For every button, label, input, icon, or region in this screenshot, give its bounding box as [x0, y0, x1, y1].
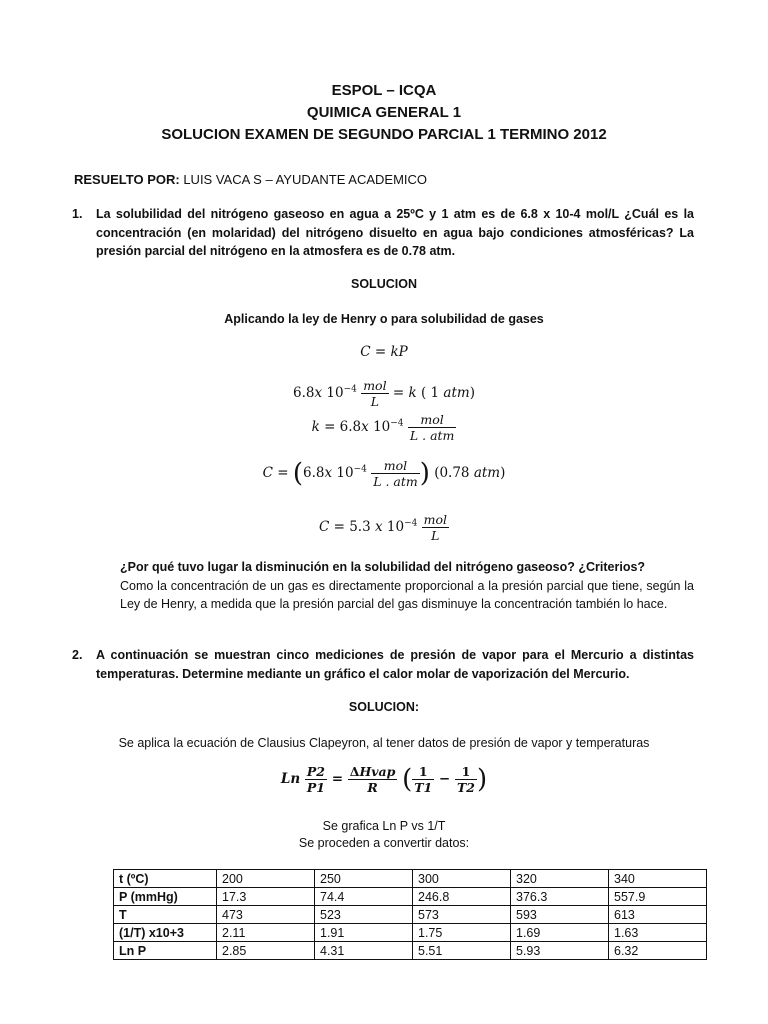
table-cell: 4.31 — [315, 942, 413, 960]
table-cell: 6.32 — [609, 942, 707, 960]
equation-henry — [0, 344, 768, 360]
table-cell: 376.3 — [511, 888, 609, 906]
table-cell: 1.63 — [609, 924, 707, 942]
question-1-text: La solubilidad del nitrógeno gaseoso en agua a 25ºC y 1 atm es de 6.8 x 10-4 mol/L ¿Cuál es la concentración (en molaridad) del nitrógeno disuelto en agua bajo condiciones atmosféricas? La presión parcial del nitrógeno en la atmosfera es de 0.78 atm. — [96, 207, 694, 258]
table-cell: 593 — [511, 906, 609, 924]
document-header — [0, 80, 768, 146]
equation-c-substitution: C = (6.8x $10^{-4}$ $\frac{\text{mol}}{\text{L . atm}}$ ) (0.78 atm) — [262, 458, 506, 489]
question-1-number: 1. — [72, 207, 83, 221]
table-cell: 573 — [413, 906, 511, 924]
table-cell: 2.11 — [217, 924, 315, 942]
table-cell: 2.85 — [217, 942, 315, 960]
table-cell: 200 — [217, 870, 315, 888]
equation-k: k = 6.8x $10^{-4}$ $\frac{\text{mol}}{\text{L . atm}}$ — [311, 412, 455, 443]
question-1 — [72, 205, 694, 261]
table-row-header: Ln P — [114, 942, 217, 960]
table-cell: 250 — [315, 870, 413, 888]
q2-convert-note: Se proceden a convertir datos: — [298, 836, 470, 850]
table-cell: 340 — [609, 870, 707, 888]
table-row — [114, 888, 707, 906]
equation-solubility: 6.8x $10^{-4}$ $\frac{\text{mol}}{L}$ = k ( 1 atm) — [293, 378, 475, 409]
author-label: RESUELTO POR: — [74, 172, 180, 187]
equation-clausius-clapeyron: Ln $\frac{P2}{P1}$ = $\frac{\text{ΔHvap}}{R}$ ( $\frac{1}{T1}$ − $\frac{1}{T2}$ ) — [280, 764, 488, 795]
table-cell: 523 — [315, 906, 413, 924]
q2-graph-note: Se grafica Ln P vs 1/T — [322, 819, 446, 833]
q1-intro: Aplicando la ley de Henry o para solubilidad de gases — [224, 312, 544, 326]
table-row-header: P (mmHg) — [114, 888, 217, 906]
q1-followup-question: ¿Por qué tuvo lugar la disminución en la solubilidad del nitrógeno gaseoso? ¿Criterios? — [120, 560, 646, 574]
equation-henry-text: C = kP — [360, 344, 408, 360]
header-course: QUIMICA GENERAL 1 — [306, 104, 462, 121]
table-row — [114, 906, 707, 924]
table-cell: 300 — [413, 870, 511, 888]
q1-followup-answer: Como la concentración de un gas es directamente proporcional a la presión parcial que tiene, según la Ley de Henry, a medida que la presión parcial del gas disminuye la concentración también lo hace. — [120, 578, 694, 611]
table-cell: 246.8 — [413, 888, 511, 906]
table-cell: 5.51 — [413, 942, 511, 960]
table-row-header: T — [114, 906, 217, 924]
table-row-header: (1/T) x10+3 — [114, 924, 217, 942]
table-row — [114, 870, 707, 888]
table-cell: 74.4 — [315, 888, 413, 906]
q1-followup — [120, 558, 694, 614]
table-cell: 17.3 — [217, 888, 315, 906]
header-institution: ESPOL – ICQA — [331, 82, 437, 99]
table-row — [114, 924, 707, 942]
table-cell: 613 — [609, 906, 707, 924]
q1-solucion-heading: SOLUCION — [351, 277, 417, 291]
table-cell: 5.93 — [511, 942, 609, 960]
question-2-number: 2. — [72, 648, 83, 662]
author-line — [74, 172, 427, 187]
question-2-text: A continuación se muestran cinco mediciones de presión de vapor para el Mercurio a distintas temperaturas. Determine mediante un gráfico el calor molar de vaporización del Mercurio. — [96, 648, 694, 681]
table-cell: 320 — [511, 870, 609, 888]
table-cell: 557.9 — [609, 888, 707, 906]
question-2 — [72, 646, 694, 683]
q2-solucion-heading: SOLUCION: — [348, 700, 420, 714]
q2-intro: Se aplica la ecuación de Clausius Clapeyron, al tener datos de presión de vapor y temperaturas — [118, 736, 650, 750]
table-row — [114, 942, 707, 960]
author-name: LUIS VACA S – AYUDANTE ACADEMICO — [183, 172, 428, 187]
header-exam-title: SOLUCION EXAMEN DE SEGUNDO PARCIAL 1 TERMINO 2012 — [161, 126, 607, 143]
data-table — [113, 869, 707, 960]
table-cell: 1.91 — [315, 924, 413, 942]
equation-c-result: C = 5.3 x $10^{-4}$ $\frac{\text{mol}}{L}$ — [318, 512, 448, 543]
table-cell: 473 — [217, 906, 315, 924]
table-cell: 1.69 — [511, 924, 609, 942]
table-cell: 1.75 — [413, 924, 511, 942]
table-row-header: t (ºC) — [114, 870, 217, 888]
